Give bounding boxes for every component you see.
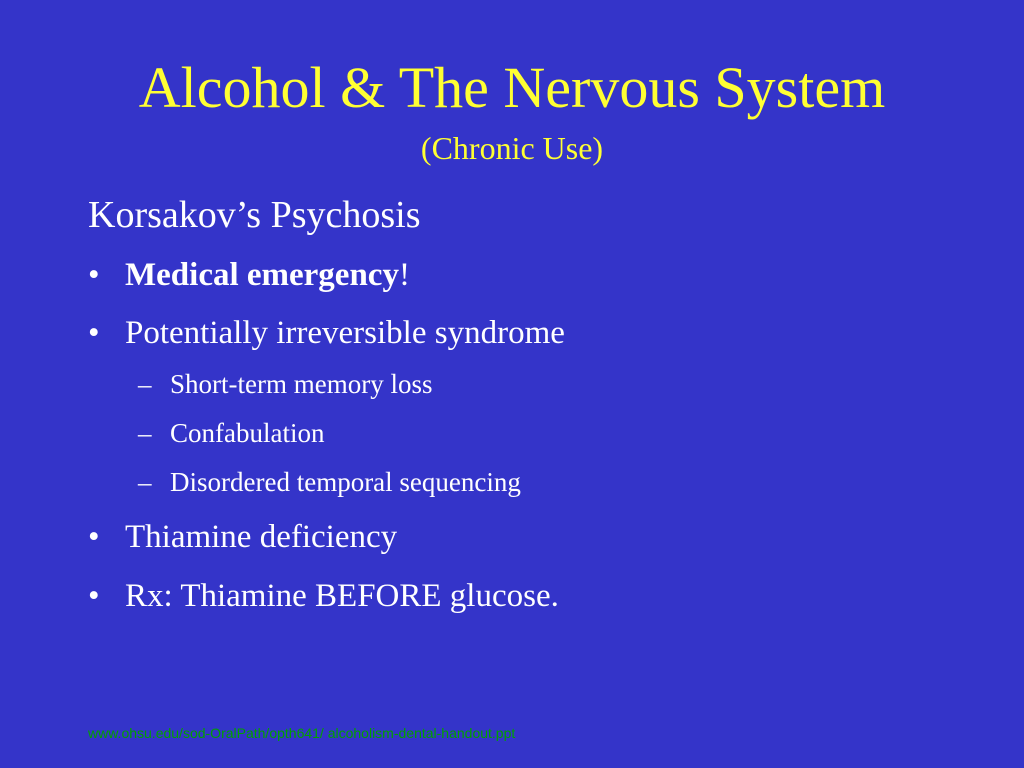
bullet-text: Potentially irreversible syndrome (125, 315, 565, 351)
slide-title: Alcohol & The Nervous System (138, 55, 886, 120)
sub-bullet-text: Short-term memory loss (170, 369, 433, 399)
slide-subtitle: (Chronic Use) (420, 130, 604, 166)
source-link[interactable]: www.ohsu.edu/sod-OralPath/opth641/ alcoholism-dental-handout.ppt (88, 725, 516, 741)
sub-bullet-marker: – (138, 467, 152, 497)
sub-bullet-text: Disordered temporal sequencing (170, 467, 521, 497)
bullet-bold-text: Medical emergency (125, 257, 399, 293)
bullet-text: Thiamine deficiency (125, 519, 398, 555)
bullet-marker: • (88, 519, 100, 555)
sub-bullet-text: Confabulation (170, 418, 325, 448)
bullet-text: Rx: Thiamine BEFORE glucose. (125, 578, 559, 614)
section-heading: Korsakov’s Psychosis (88, 194, 421, 236)
bullet-marker: • (88, 315, 100, 351)
bullet-marker: • (88, 578, 100, 614)
bullet-marker: • (88, 257, 100, 293)
bullet-text (125, 255, 410, 295)
sub-bullet-marker: – (138, 369, 152, 399)
sub-bullet-marker: – (138, 418, 152, 448)
bullet-punctuation: ! (398, 257, 410, 293)
